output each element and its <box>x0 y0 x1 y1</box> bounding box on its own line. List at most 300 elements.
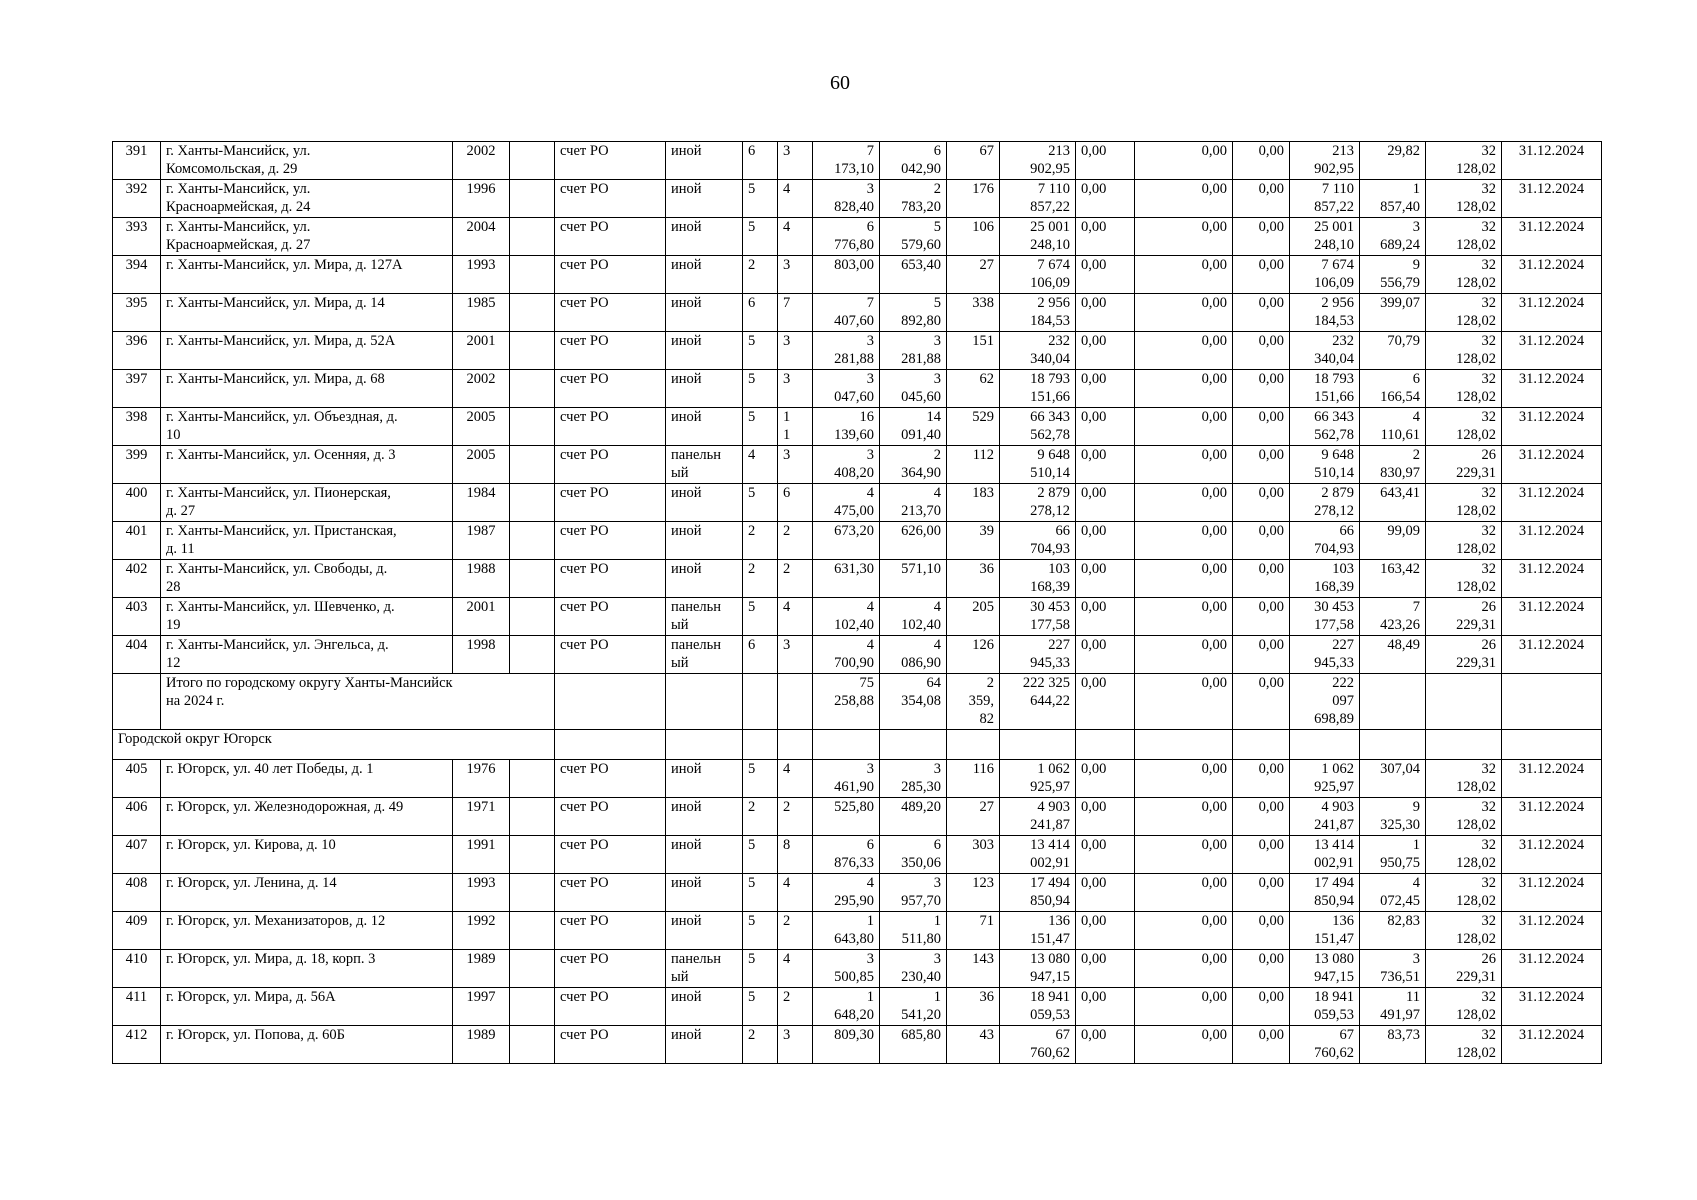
zero-cost-cell: 0,00 <box>1233 988 1290 1026</box>
total-area-cell: 3 461,90 <box>813 760 880 798</box>
living-area-cell: 1 511,80 <box>880 912 947 950</box>
unit-cost-cell: 3 689,24 <box>1360 218 1426 256</box>
zero-cost-cell: 0,00 <box>1076 836 1135 874</box>
total-cost-cell: 7 110 857,22 <box>1000 180 1076 218</box>
empty-cell <box>510 522 555 560</box>
total-cost-cell: 30 453 177,58 <box>1000 598 1076 636</box>
residents-cell: 71 <box>947 912 1000 950</box>
zero-cost-cell: 0,00 <box>1076 760 1135 798</box>
zero-cost-cell: 0,00 <box>1076 598 1135 636</box>
residents-cell: 338 <box>947 294 1000 332</box>
regional-fund-cost-cell: 9 648 510,14 <box>1290 446 1360 484</box>
entrances-cell: 4 <box>778 218 813 256</box>
total-area-cell: 803,00 <box>813 256 880 294</box>
zero-cost-cell: 0,00 <box>1233 256 1290 294</box>
row-number: 393 <box>113 218 161 256</box>
wall-material-cell: иной <box>666 332 743 370</box>
total-area-cell: 6 876,33 <box>813 836 880 874</box>
regional-fund-cost-cell: 66 343 562,78 <box>1290 408 1360 446</box>
floors-cell: 4 <box>743 446 778 484</box>
account-cell: счет РО <box>555 218 666 256</box>
address-cell: г. Ханты-Мансийск, ул. Осенняя, д. 3 <box>161 446 453 484</box>
section-cell-empty <box>1000 730 1076 760</box>
account-cell: счет РО <box>555 1026 666 1064</box>
account-cell: счет РО <box>555 836 666 874</box>
zero-cost-cell: 0,00 <box>1135 408 1233 446</box>
living-area-cell: 6 350,06 <box>880 836 947 874</box>
regional-fund-cost-cell: 17 494 850,94 <box>1290 874 1360 912</box>
year-cell: 1996 <box>453 180 510 218</box>
zero-cost-cell: 0,00 <box>1233 408 1290 446</box>
total-cost-cell: 13 414 002,91 <box>1000 836 1076 874</box>
zero-cost-cell: 0,00 <box>1076 874 1135 912</box>
living-area-cell: 3 285,30 <box>880 760 947 798</box>
zero-cost-cell: 0,00 <box>1233 760 1290 798</box>
living-area-cell: 3 045,60 <box>880 370 947 408</box>
deadline-date-cell: 31.12.2024 <box>1502 798 1602 836</box>
zero-cost-cell: 0,00 <box>1233 636 1290 674</box>
unit-cost-cell: 4 110,61 <box>1360 408 1426 446</box>
floors-cell: 5 <box>743 408 778 446</box>
unit-cost-cell: 643,41 <box>1360 484 1426 522</box>
address-cell: г. Ханты-Мансийск, ул. Энгельса, д. 12 <box>161 636 453 674</box>
deadline-date-cell: 31.12.2024 <box>1502 180 1602 218</box>
table-row <box>113 522 1602 560</box>
total-area-cell: 3 408,20 <box>813 446 880 484</box>
living-area-cell: 653,40 <box>880 256 947 294</box>
entrances-cell: 6 <box>778 484 813 522</box>
zero-cost-cell: 0,00 <box>1233 332 1290 370</box>
zero-cost-cell: 0,00 <box>1233 912 1290 950</box>
year-cell: 1998 <box>453 636 510 674</box>
floors-cell: 6 <box>743 142 778 180</box>
total-cost-cell: 67 760,62 <box>1000 1026 1076 1064</box>
empty-cell <box>510 370 555 408</box>
regional-fund-cost-cell: 13 080 947,15 <box>1290 950 1360 988</box>
zero-cost-cell: 0,00 <box>1076 446 1135 484</box>
empty-cell <box>510 180 555 218</box>
account-cell: счет РО <box>555 874 666 912</box>
year-cell: 2001 <box>453 598 510 636</box>
zero-cost-cell: 0,00 <box>1135 798 1233 836</box>
entrances-cell: 2 <box>778 988 813 1026</box>
zero-cost-cell: 0,00 <box>1135 218 1233 256</box>
unit-cost-cell: 11 491,97 <box>1360 988 1426 1026</box>
summary-cell-empty <box>1502 674 1602 730</box>
unit-cost-cell: 99,09 <box>1360 522 1426 560</box>
floors-cell: 2 <box>743 798 778 836</box>
year-cell: 1992 <box>453 912 510 950</box>
row-number: 409 <box>113 912 161 950</box>
zero-cost-cell: 0,00 <box>1135 522 1233 560</box>
regional-fund-cost-cell: 2 956 184,53 <box>1290 294 1360 332</box>
deadline-date-cell: 31.12.2024 <box>1502 912 1602 950</box>
floors-cell: 5 <box>743 760 778 798</box>
total-cost-cell: 4 903 241,87 <box>1000 798 1076 836</box>
zero-cost-cell: 0,00 <box>1135 636 1233 674</box>
regional-fund-cost-cell: 7 674 106,09 <box>1290 256 1360 294</box>
floors-cell: 2 <box>743 1026 778 1064</box>
empty-cell <box>510 874 555 912</box>
floors-cell: 2 <box>743 560 778 598</box>
unit-cost-cell: 7 423,26 <box>1360 598 1426 636</box>
zero-cost-cell: 0,00 <box>1135 332 1233 370</box>
zero-cost-cell: 0,00 <box>1076 798 1135 836</box>
living-area-cell: 4 213,70 <box>880 484 947 522</box>
regional-fund-cost-cell: 7 110 857,22 <box>1290 180 1360 218</box>
deadline-date-cell: 31.12.2024 <box>1502 218 1602 256</box>
total-cost-cell: 66 704,93 <box>1000 522 1076 560</box>
year-cell: 1997 <box>453 988 510 1026</box>
unit-cost-cell: 70,79 <box>1360 332 1426 370</box>
wall-material-cell: иной <box>666 560 743 598</box>
wall-material-cell: иной <box>666 408 743 446</box>
empty-cell <box>510 950 555 988</box>
cost-limit-cell: 32 128,02 <box>1426 180 1502 218</box>
entrances-cell: 2 <box>778 798 813 836</box>
regional-fund-cost-cell: 232 340,04 <box>1290 332 1360 370</box>
row-number: 402 <box>113 560 161 598</box>
summary-cell-empty <box>666 674 743 730</box>
living-area-cell: 1 541,20 <box>880 988 947 1026</box>
living-area-cell: 6 042,90 <box>880 142 947 180</box>
zero-cost-cell: 0,00 <box>1233 294 1290 332</box>
regional-fund-cost-cell: 1 062 925,97 <box>1290 760 1360 798</box>
row-number: 401 <box>113 522 161 560</box>
unit-cost-cell: 1 857,40 <box>1360 180 1426 218</box>
table-row <box>113 874 1602 912</box>
table-row <box>113 950 1602 988</box>
total-area-cell: 7 407,60 <box>813 294 880 332</box>
residents-cell: 27 <box>947 256 1000 294</box>
row-number: 400 <box>113 484 161 522</box>
unit-cost-cell: 83,73 <box>1360 1026 1426 1064</box>
table-row <box>113 180 1602 218</box>
living-area-cell: 14 091,40 <box>880 408 947 446</box>
living-area-cell: 3 957,70 <box>880 874 947 912</box>
address-cell: г. Ханты-Мансийск, ул. Шевченко, д. 19 <box>161 598 453 636</box>
wall-material-cell: панельн ый <box>666 598 743 636</box>
regional-fund-cost-cell: 13 414 002,91 <box>1290 836 1360 874</box>
table-row <box>113 484 1602 522</box>
entrances-cell: 1 1 <box>778 408 813 446</box>
entrances-cell: 3 <box>778 370 813 408</box>
table-row <box>113 332 1602 370</box>
zero-cost-cell: 0,00 <box>1233 180 1290 218</box>
deadline-date-cell: 31.12.2024 <box>1502 836 1602 874</box>
section-cell-empty <box>880 730 947 760</box>
entrances-cell: 3 <box>778 332 813 370</box>
residents-cell: 123 <box>947 874 1000 912</box>
address-cell: г. Ханты-Мансийск, ул. Мира, д. 14 <box>161 294 453 332</box>
floors-cell: 5 <box>743 836 778 874</box>
wall-material-cell: иной <box>666 180 743 218</box>
account-cell: счет РО <box>555 950 666 988</box>
row-number: 412 <box>113 1026 161 1064</box>
year-cell: 1971 <box>453 798 510 836</box>
account-cell: счет РО <box>555 446 666 484</box>
deadline-date-cell: 31.12.2024 <box>1502 142 1602 180</box>
table-row <box>113 370 1602 408</box>
wall-material-cell: иной <box>666 1026 743 1064</box>
row-number: 397 <box>113 370 161 408</box>
zero-cost-cell: 0,00 <box>1135 294 1233 332</box>
section-title: Городской округ Югорск <box>113 730 555 760</box>
total-area-cell: 3 281,88 <box>813 332 880 370</box>
regional-fund-cost-cell: 4 903 241,87 <box>1290 798 1360 836</box>
wall-material-cell: иной <box>666 798 743 836</box>
zero-cost-cell: 0,00 <box>1135 598 1233 636</box>
table-row <box>113 142 1602 180</box>
zero-cost-cell: 0,00 <box>1135 988 1233 1026</box>
total-cost-cell: 7 674 106,09 <box>1000 256 1076 294</box>
floors-cell: 6 <box>743 294 778 332</box>
row-number: 410 <box>113 950 161 988</box>
wall-material-cell: иной <box>666 484 743 522</box>
total-cost-cell: 2 879 278,12 <box>1000 484 1076 522</box>
wall-material-cell: панельн ый <box>666 446 743 484</box>
section-cell-empty <box>778 730 813 760</box>
residents-cell: 529 <box>947 408 1000 446</box>
row-number: 411 <box>113 988 161 1026</box>
residents-cell: 43 <box>947 1026 1000 1064</box>
unit-cost-cell: 9 325,30 <box>1360 798 1426 836</box>
summary-row <box>113 674 1602 730</box>
row-number: 395 <box>113 294 161 332</box>
living-area-cell: 3 230,40 <box>880 950 947 988</box>
entrances-cell: 7 <box>778 294 813 332</box>
account-cell: счет РО <box>555 142 666 180</box>
summary-cell-empty <box>555 674 666 730</box>
address-cell: г. Югорск, ул. Мира, д. 18, корп. 3 <box>161 950 453 988</box>
year-cell: 1985 <box>453 294 510 332</box>
floors-cell: 5 <box>743 370 778 408</box>
zero-cost-cell: 0,00 <box>1076 332 1135 370</box>
account-cell: счет РО <box>555 798 666 836</box>
zero-cost-cell: 0,00 <box>1076 408 1135 446</box>
residents-cell: 112 <box>947 446 1000 484</box>
total-cost-cell: 66 343 562,78 <box>1000 408 1076 446</box>
cost-limit-cell: 32 128,02 <box>1426 912 1502 950</box>
summary-cell-empty <box>1426 674 1502 730</box>
unit-cost-cell: 4 072,45 <box>1360 874 1426 912</box>
total-area-cell: 7 173,10 <box>813 142 880 180</box>
total-area-cell: 1 648,20 <box>813 988 880 1026</box>
year-cell: 2002 <box>453 370 510 408</box>
address-cell: г. Ханты-Мансийск, ул. Объездная, д. 10 <box>161 408 453 446</box>
row-number: 392 <box>113 180 161 218</box>
address-cell: г. Югорск, ул. Железнодорожная, д. 49 <box>161 798 453 836</box>
summary-residents: 2 359, 82 <box>947 674 1000 730</box>
empty-cell <box>510 256 555 294</box>
year-cell: 2004 <box>453 218 510 256</box>
cost-limit-cell: 32 128,02 <box>1426 874 1502 912</box>
empty-cell <box>510 560 555 598</box>
wall-material-cell: панельн ый <box>666 636 743 674</box>
section-cell-empty <box>743 730 778 760</box>
zero-cost-cell: 0,00 <box>1076 180 1135 218</box>
entrances-cell: 4 <box>778 874 813 912</box>
account-cell: счет РО <box>555 912 666 950</box>
account-cell: счет РО <box>555 180 666 218</box>
living-area-cell: 5 892,80 <box>880 294 947 332</box>
cost-limit-cell: 32 128,02 <box>1426 370 1502 408</box>
row-number: 403 <box>113 598 161 636</box>
total-cost-cell: 136 151,47 <box>1000 912 1076 950</box>
total-area-cell: 4 295,90 <box>813 874 880 912</box>
unit-cost-cell: 163,42 <box>1360 560 1426 598</box>
empty-cell <box>510 836 555 874</box>
total-area-cell: 1 643,80 <box>813 912 880 950</box>
section-cell-empty <box>666 730 743 760</box>
deadline-date-cell: 31.12.2024 <box>1502 408 1602 446</box>
regional-fund-cost-cell: 66 704,93 <box>1290 522 1360 560</box>
account-cell: счет РО <box>555 408 666 446</box>
wall-material-cell: иной <box>666 256 743 294</box>
floors-cell: 2 <box>743 256 778 294</box>
year-cell: 1987 <box>453 522 510 560</box>
cost-limit-cell: 32 128,02 <box>1426 988 1502 1026</box>
address-cell: г. Югорск, ул. Механизаторов, д. 12 <box>161 912 453 950</box>
empty-cell <box>510 598 555 636</box>
entrances-cell: 4 <box>778 180 813 218</box>
zero-cost-cell: 0,00 <box>1135 142 1233 180</box>
entrances-cell: 3 <box>778 636 813 674</box>
living-area-cell: 2 783,20 <box>880 180 947 218</box>
table-row <box>113 836 1602 874</box>
table-row <box>113 1026 1602 1064</box>
total-area-cell: 3 500,85 <box>813 950 880 988</box>
cost-limit-cell: 32 128,02 <box>1426 522 1502 560</box>
zero-cost-cell: 0,00 <box>1135 874 1233 912</box>
empty-cell <box>510 798 555 836</box>
summary-c15: 222 097 698,89 <box>1290 674 1360 730</box>
address-cell: г. Ханты-Мансийск, ул. Красноармейская, д. 27 <box>161 218 453 256</box>
empty-cell <box>510 636 555 674</box>
total-cost-cell: 17 494 850,94 <box>1000 874 1076 912</box>
floors-cell: 5 <box>743 332 778 370</box>
row-number: 408 <box>113 874 161 912</box>
zero-cost-cell: 0,00 <box>1076 1026 1135 1064</box>
empty-cell <box>510 446 555 484</box>
account-cell: счет РО <box>555 332 666 370</box>
living-area-cell: 3 281,88 <box>880 332 947 370</box>
table-row <box>113 256 1602 294</box>
total-area-cell: 6 776,80 <box>813 218 880 256</box>
unit-cost-cell: 3 736,51 <box>1360 950 1426 988</box>
zero-cost-cell: 0,00 <box>1135 256 1233 294</box>
total-cost-cell: 25 001 248,10 <box>1000 218 1076 256</box>
residents-cell: 36 <box>947 988 1000 1026</box>
wall-material-cell: иной <box>666 988 743 1026</box>
deadline-date-cell: 31.12.2024 <box>1502 370 1602 408</box>
regional-fund-cost-cell: 30 453 177,58 <box>1290 598 1360 636</box>
wall-material-cell: иной <box>666 836 743 874</box>
empty-cell <box>510 142 555 180</box>
zero-cost-cell: 0,00 <box>1233 950 1290 988</box>
regional-fund-cost-cell: 2 879 278,12 <box>1290 484 1360 522</box>
zero-cost-cell: 0,00 <box>1076 950 1135 988</box>
living-area-cell: 4 102,40 <box>880 598 947 636</box>
zero-cost-cell: 0,00 <box>1135 760 1233 798</box>
unit-cost-cell: 399,07 <box>1360 294 1426 332</box>
total-cost-cell: 13 080 947,15 <box>1000 950 1076 988</box>
account-cell: счет РО <box>555 256 666 294</box>
wall-material-cell: иной <box>666 760 743 798</box>
cost-limit-cell: 26 229,31 <box>1426 598 1502 636</box>
residents-cell: 205 <box>947 598 1000 636</box>
account-cell: счет РО <box>555 560 666 598</box>
summary-label: Итого по городскому округу Ханты-Мансийск на 2024 г. <box>161 674 555 730</box>
cost-limit-cell: 32 128,02 <box>1426 218 1502 256</box>
entrances-cell: 2 <box>778 522 813 560</box>
deadline-date-cell: 31.12.2024 <box>1502 446 1602 484</box>
address-cell: г. Ханты-Мансийск, ул. Мира, д. 127А <box>161 256 453 294</box>
deadline-date-cell: 31.12.2024 <box>1502 1026 1602 1064</box>
section-cell-empty <box>1233 730 1290 760</box>
empty-cell <box>510 332 555 370</box>
wall-material-cell: иной <box>666 142 743 180</box>
table-row <box>113 598 1602 636</box>
address-cell: г. Югорск, ул. 40 лет Победы, д. 1 <box>161 760 453 798</box>
year-cell: 1988 <box>453 560 510 598</box>
zero-cost-cell: 0,00 <box>1135 950 1233 988</box>
empty-cell <box>510 912 555 950</box>
capital-repair-register-table <box>112 141 1602 1064</box>
table-row <box>113 912 1602 950</box>
table-row <box>113 560 1602 598</box>
total-cost-cell: 2 956 184,53 <box>1000 294 1076 332</box>
empty-cell <box>510 484 555 522</box>
entrances-cell: 3 <box>778 256 813 294</box>
regional-fund-cost-cell: 103 168,39 <box>1290 560 1360 598</box>
entrances-cell: 4 <box>778 598 813 636</box>
living-area-cell: 4 086,90 <box>880 636 947 674</box>
year-cell: 1991 <box>453 836 510 874</box>
wall-material-cell: иной <box>666 294 743 332</box>
summary-cell-empty <box>743 674 778 730</box>
residents-cell: 303 <box>947 836 1000 874</box>
total-cost-cell: 232 340,04 <box>1000 332 1076 370</box>
total-cost-cell: 18 941 059,53 <box>1000 988 1076 1026</box>
total-cost-cell: 1 062 925,97 <box>1000 760 1076 798</box>
deadline-date-cell: 31.12.2024 <box>1502 560 1602 598</box>
total-cost-cell: 9 648 510,14 <box>1000 446 1076 484</box>
living-area-cell: 489,20 <box>880 798 947 836</box>
zero-cost-cell: 0,00 <box>1233 370 1290 408</box>
address-cell: г. Ханты-Мансийск, ул. Красноармейская, д. 24 <box>161 180 453 218</box>
zero-cost-cell: 0,00 <box>1233 798 1290 836</box>
floors-cell: 5 <box>743 912 778 950</box>
deadline-date-cell: 31.12.2024 <box>1502 636 1602 674</box>
account-cell: счет РО <box>555 598 666 636</box>
address-cell: г. Югорск, ул. Ленина, д. 14 <box>161 874 453 912</box>
zero-cost-cell: 0,00 <box>1233 836 1290 874</box>
deadline-date-cell: 31.12.2024 <box>1502 332 1602 370</box>
entrances-cell: 3 <box>778 142 813 180</box>
summary-body <box>113 674 1602 760</box>
residents-cell: 116 <box>947 760 1000 798</box>
zero-cost-cell: 0,00 <box>1076 912 1135 950</box>
regional-fund-cost-cell: 18 941 059,53 <box>1290 988 1360 1026</box>
total-area-cell: 4 102,40 <box>813 598 880 636</box>
year-cell: 1989 <box>453 950 510 988</box>
account-cell: счет РО <box>555 484 666 522</box>
residents-cell: 183 <box>947 484 1000 522</box>
table-row <box>113 408 1602 446</box>
zero-cost-cell: 0,00 <box>1233 874 1290 912</box>
zero-cost-cell: 0,00 <box>1076 294 1135 332</box>
